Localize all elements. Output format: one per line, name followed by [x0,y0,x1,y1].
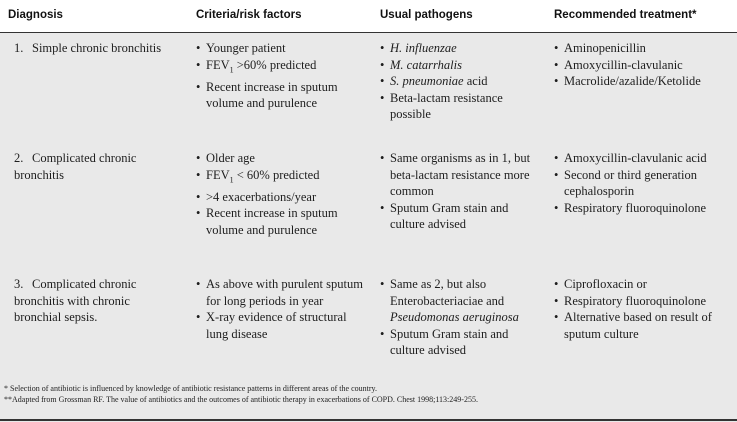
diagnosis-line: Complicated chronic [32,277,137,291]
list-item: • M. catarrhalis [380,57,545,74]
row-1-criteria [196,40,371,112]
bottom-rule [0,419,737,421]
row-number: 3. [14,277,24,291]
list-item: • As above with purulent sputum for long periods in year [196,276,371,309]
table-header-row [0,0,737,33]
footnotes [4,384,478,405]
list-item: • Older age [196,150,371,167]
row-1-diagnosis [14,40,184,57]
diagnosis-line: bronchitis with chronic [14,293,130,308]
footnote: * Selection of antibiotic is influenced by knowledge of antibiotic resistance patterns in different areas of the country. [4,384,377,393]
row-3-treatment [554,276,734,342]
list-item: • Same as 2, but also Enterobacteriaciae and Pseudomonas aeruginosa [380,276,545,326]
list-item: • Macrolide/azalide/Ketolide [554,73,734,90]
list-item: • Respiratory fluoroquinolone [554,200,734,217]
footnote: **Adapted from Grossman RF. The value of antibiotics and the outcomes of antibiotic therapy in exacerbations of COPD. Chest 1998;113:249-255. [4,394,478,404]
header-pathogens: Usual pathogens [380,9,473,21]
list-item: • S. pneumoniae acid [380,73,545,90]
diagnosis-line: Complicated chronic [32,151,137,165]
list-item: • Respiratory fluoroquinolone [554,293,734,310]
list-item: • Alternative based on result of sputum culture [554,309,734,342]
list-item: • X-ray evidence of structural lung disease [196,309,371,342]
list-item: • >4 exacerbations/year [196,189,371,206]
list-item: • Amoxycillin-clavulanic [554,57,734,74]
row-2-diagnosis [14,150,184,183]
row-2-pathogens [380,150,545,233]
row-number: 1. [14,41,24,55]
list-item: • Ciprofloxacin or [554,276,734,293]
row-1-pathogens [380,40,545,123]
list-item: • $FEV_1 < 60\%$ predicted [196,167,371,189]
list-item: • Recent increase in sputum volume and purulence [196,205,371,238]
header-diagnosis: Diagnosis [8,9,63,21]
diagnosis-line: Simple chronic bronchitis [32,41,162,55]
list-item: • Second or third generation cephalosporin [554,167,734,200]
header-criteria: Criteria/risk factors [196,9,302,21]
row-2-treatment [554,150,734,216]
row-3-pathogens [380,276,545,359]
row-2-criteria [196,150,371,238]
row-3-diagnosis [14,276,184,326]
list-item: • Same organisms as in 1, but beta-lactam resistance more common [380,150,545,200]
list-item: • Beta-lactam resistance possible [380,90,545,123]
row-number: 2. [14,151,24,165]
list-item: • Recent increase in sputum volume and purulence [196,79,371,112]
list-item: • Sputum Gram stain and culture advised [380,200,545,233]
list-item: • Amoxycillin-clavulanic acid [554,150,734,167]
list-item: • $FEV_1 >60\%$ predicted [196,57,371,79]
list-item: • H. influenzae [380,40,545,57]
list-item: • Aminopenicillin [554,40,734,57]
list-item: • Sputum Gram stain and culture advised [380,326,545,359]
list-item: • Younger patient [196,40,371,57]
diagnosis-line: bronchial sepsis. [14,310,98,324]
row-3-criteria [196,276,371,342]
row-1-treatment [554,40,734,90]
header-treatment: Recommended treatment* [554,9,697,21]
diagnosis-line: bronchitis [14,167,64,182]
